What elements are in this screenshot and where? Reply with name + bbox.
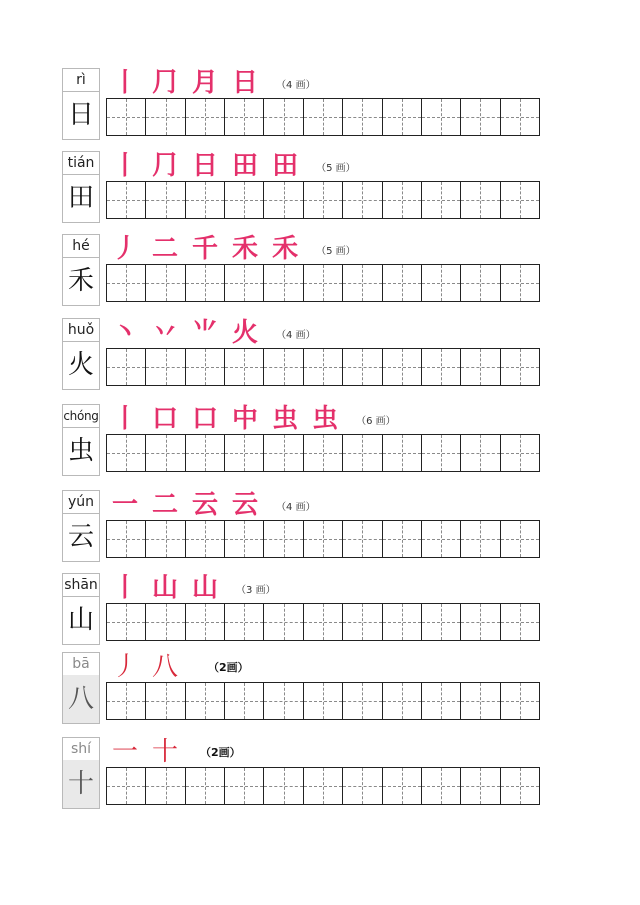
grid-cell[interactable] xyxy=(304,99,343,135)
grid-cell[interactable] xyxy=(343,265,382,301)
grid-cell[interactable] xyxy=(225,349,264,385)
grid-cell[interactable] xyxy=(264,604,303,640)
grid-cell[interactable] xyxy=(383,182,422,218)
stroke-count: （3 画） xyxy=(236,584,276,596)
grid-cell[interactable] xyxy=(343,435,382,471)
grid-cell[interactable] xyxy=(107,349,146,385)
grid-cell[interactable] xyxy=(146,435,185,471)
grid-cell[interactable] xyxy=(422,349,461,385)
writing-grid[interactable] xyxy=(106,264,540,302)
grid-cell[interactable] xyxy=(343,604,382,640)
grid-cell[interactable] xyxy=(186,99,225,135)
pinyin-label: tián xyxy=(63,152,99,175)
grid-cell[interactable] xyxy=(422,182,461,218)
stroke-step: 丨 xyxy=(112,68,139,98)
hanzi-label: 山 xyxy=(67,605,94,635)
grid-cell[interactable] xyxy=(343,182,382,218)
grid-cell[interactable] xyxy=(225,768,264,804)
stroke-order xyxy=(112,68,316,98)
grid-cell[interactable] xyxy=(383,683,422,719)
grid-cell[interactable] xyxy=(186,349,225,385)
grid-cell[interactable] xyxy=(343,99,382,135)
grid-cell[interactable] xyxy=(461,768,500,804)
hanzi-label: 田 xyxy=(67,183,94,213)
grid-cell[interactable] xyxy=(186,182,225,218)
grid-cell[interactable] xyxy=(186,604,225,640)
writing-grid[interactable] xyxy=(106,767,540,805)
stroke-step: 二 xyxy=(152,490,179,520)
hanzi-label: 虫 xyxy=(67,436,94,466)
grid-cell[interactable] xyxy=(146,604,185,640)
stroke-step: 千 xyxy=(192,234,219,264)
pinyin-label: hé xyxy=(63,235,99,258)
pinyin-label: huǒ xyxy=(63,319,99,342)
grid-cell[interactable] xyxy=(422,768,461,804)
grid-cell[interactable] xyxy=(225,99,264,135)
grid-cell[interactable] xyxy=(422,604,461,640)
stroke-order xyxy=(112,652,249,682)
stroke-step: 丶 xyxy=(112,318,139,348)
grid-cell[interactable] xyxy=(225,435,264,471)
stroke-step: 日 xyxy=(192,151,219,181)
stroke-step: 虫 xyxy=(312,404,339,434)
pinyin-label: rì xyxy=(63,69,99,92)
hanzi-label: 八 xyxy=(63,675,99,723)
stroke-step: 虫 xyxy=(272,404,299,434)
hanzi-label: 禾 xyxy=(67,266,94,296)
grid-cell[interactable] xyxy=(186,435,225,471)
stroke-step: 口 xyxy=(192,404,219,434)
char-card xyxy=(62,68,100,140)
grid-cell[interactable] xyxy=(461,683,500,719)
grid-cell[interactable] xyxy=(264,349,303,385)
stroke-count: （5 画） xyxy=(316,162,356,174)
grid-cell[interactable] xyxy=(343,521,382,557)
stroke-order xyxy=(112,490,316,520)
hanzi-label: 十 xyxy=(63,760,99,808)
stroke-step: 丷 xyxy=(152,318,179,348)
char-card xyxy=(62,573,100,645)
grid-cell[interactable] xyxy=(225,182,264,218)
grid-cell[interactable] xyxy=(264,435,303,471)
stroke-step: 禾 xyxy=(272,234,299,264)
stroke-count: （5 画） xyxy=(316,245,356,257)
grid-cell[interactable] xyxy=(383,521,422,557)
stroke-count: （4 画） xyxy=(276,79,316,91)
grid-cell[interactable] xyxy=(304,349,343,385)
grid-cell[interactable] xyxy=(422,521,461,557)
grid-cell[interactable] xyxy=(501,435,539,471)
grid-cell[interactable] xyxy=(186,265,225,301)
grid-cell[interactable] xyxy=(461,349,500,385)
grid-cell[interactable] xyxy=(264,265,303,301)
grid-cell[interactable] xyxy=(501,683,539,719)
stroke-step: 十 xyxy=(152,737,179,767)
grid-cell[interactable] xyxy=(225,265,264,301)
pinyin-label: chóng xyxy=(63,405,99,428)
grid-cell[interactable] xyxy=(461,99,500,135)
grid-cell[interactable] xyxy=(422,435,461,471)
grid-cell[interactable] xyxy=(304,604,343,640)
stroke-step: 丨 xyxy=(112,404,139,434)
grid-cell[interactable] xyxy=(146,99,185,135)
grid-cell[interactable] xyxy=(107,99,146,135)
stroke-count: （2画） xyxy=(208,661,249,674)
grid-cell[interactable] xyxy=(383,768,422,804)
grid-cell[interactable] xyxy=(304,265,343,301)
grid-cell[interactable] xyxy=(383,349,422,385)
stroke-step: 山 xyxy=(192,573,219,603)
grid-cell[interactable] xyxy=(304,521,343,557)
grid-cell[interactable] xyxy=(383,604,422,640)
grid-cell[interactable] xyxy=(304,683,343,719)
char-card xyxy=(62,652,100,724)
grid-cell[interactable] xyxy=(264,182,303,218)
grid-cell[interactable] xyxy=(383,265,422,301)
pinyin-label: yún xyxy=(63,491,99,514)
char-card xyxy=(62,318,100,390)
grid-cell[interactable] xyxy=(501,521,539,557)
char-card xyxy=(62,490,100,562)
grid-cell[interactable] xyxy=(343,349,382,385)
grid-cell[interactable] xyxy=(107,435,146,471)
stroke-order xyxy=(112,404,396,434)
stroke-step: ⺆ xyxy=(152,151,179,181)
stroke-step: 八 xyxy=(152,652,179,682)
grid-cell[interactable] xyxy=(146,265,185,301)
grid-cell[interactable] xyxy=(501,99,539,135)
char-card xyxy=(62,404,100,476)
hanzi-label: 日 xyxy=(67,100,94,130)
grid-cell[interactable] xyxy=(264,99,303,135)
grid-cell[interactable] xyxy=(422,683,461,719)
grid-cell[interactable] xyxy=(501,768,539,804)
grid-cell[interactable] xyxy=(304,182,343,218)
writing-grid[interactable] xyxy=(106,520,540,558)
pinyin-label: bā xyxy=(63,653,99,676)
grid-cell[interactable] xyxy=(422,99,461,135)
stroke-step: 田 xyxy=(232,151,259,181)
grid-cell[interactable] xyxy=(383,435,422,471)
stroke-step: 日 xyxy=(232,68,259,98)
stroke-step: 丨 xyxy=(112,573,139,603)
grid-cell[interactable] xyxy=(225,683,264,719)
grid-cell[interactable] xyxy=(107,768,146,804)
grid-cell[interactable] xyxy=(225,604,264,640)
stroke-step: ⺆ xyxy=(152,68,179,98)
grid-cell[interactable] xyxy=(107,683,146,719)
stroke-count: （2画） xyxy=(200,746,241,759)
grid-cell[interactable] xyxy=(264,768,303,804)
writing-grid[interactable] xyxy=(106,434,540,472)
stroke-count: （4 画） xyxy=(276,501,316,513)
pinyin-label: shān xyxy=(63,574,99,597)
grid-cell[interactable] xyxy=(461,182,500,218)
stroke-count: （6 画） xyxy=(356,415,396,427)
pinyin-label: shí xyxy=(63,738,99,761)
stroke-order xyxy=(112,573,276,603)
writing-grid[interactable] xyxy=(106,98,540,136)
stroke-step: 月 xyxy=(192,68,219,98)
char-card xyxy=(62,234,100,306)
stroke-step: 二 xyxy=(152,234,179,264)
grid-cell[interactable] xyxy=(461,435,500,471)
grid-cell[interactable] xyxy=(146,349,185,385)
grid-cell[interactable] xyxy=(107,521,146,557)
grid-cell[interactable] xyxy=(107,604,146,640)
stroke-step: 火 xyxy=(232,318,259,348)
grid-cell[interactable] xyxy=(107,182,146,218)
grid-cell[interactable] xyxy=(146,768,185,804)
char-card xyxy=(62,151,100,223)
stroke-step: 山 xyxy=(152,573,179,603)
hanzi-label: 火 xyxy=(67,350,94,380)
stroke-order xyxy=(112,737,241,767)
grid-cell[interactable] xyxy=(264,521,303,557)
stroke-step: 丿 xyxy=(112,652,139,682)
grid-cell[interactable] xyxy=(422,265,461,301)
stroke-step: 中 xyxy=(232,404,259,434)
stroke-order xyxy=(112,151,356,181)
grid-cell[interactable] xyxy=(383,99,422,135)
grid-cell[interactable] xyxy=(264,683,303,719)
stroke-step: 口 xyxy=(152,404,179,434)
grid-cell[interactable] xyxy=(343,768,382,804)
stroke-step: ⺌ xyxy=(192,318,219,348)
stroke-step: 云 xyxy=(232,490,259,520)
grid-cell[interactable] xyxy=(186,683,225,719)
grid-cell[interactable] xyxy=(501,349,539,385)
stroke-order xyxy=(112,318,316,348)
hanzi-label: 云 xyxy=(67,522,94,552)
grid-cell[interactable] xyxy=(304,435,343,471)
writing-grid[interactable] xyxy=(106,682,540,720)
writing-grid[interactable] xyxy=(106,181,540,219)
stroke-order xyxy=(112,234,356,264)
stroke-step: 禾 xyxy=(232,234,259,264)
stroke-step: 丿 xyxy=(112,234,139,264)
grid-cell[interactable] xyxy=(146,182,185,218)
char-card xyxy=(62,737,100,809)
writing-grid[interactable] xyxy=(106,348,540,386)
stroke-step: 一 xyxy=(112,737,139,767)
grid-cell[interactable] xyxy=(501,182,539,218)
grid-cell[interactable] xyxy=(146,521,185,557)
stroke-step: 一 xyxy=(112,490,139,520)
grid-cell[interactable] xyxy=(461,265,500,301)
grid-cell[interactable] xyxy=(501,265,539,301)
stroke-step: 丨 xyxy=(112,151,139,181)
grid-cell[interactable] xyxy=(461,604,500,640)
grid-cell[interactable] xyxy=(146,683,185,719)
grid-cell[interactable] xyxy=(501,604,539,640)
grid-cell[interactable] xyxy=(461,521,500,557)
writing-grid[interactable] xyxy=(106,603,540,641)
grid-cell[interactable] xyxy=(343,683,382,719)
grid-cell[interactable] xyxy=(186,521,225,557)
grid-cell[interactable] xyxy=(225,521,264,557)
grid-cell[interactable] xyxy=(107,265,146,301)
stroke-step: 田 xyxy=(272,151,299,181)
stroke-step: 云 xyxy=(192,490,219,520)
grid-cell[interactable] xyxy=(304,768,343,804)
grid-cell[interactable] xyxy=(186,768,225,804)
stroke-count: （4 画） xyxy=(276,329,316,341)
